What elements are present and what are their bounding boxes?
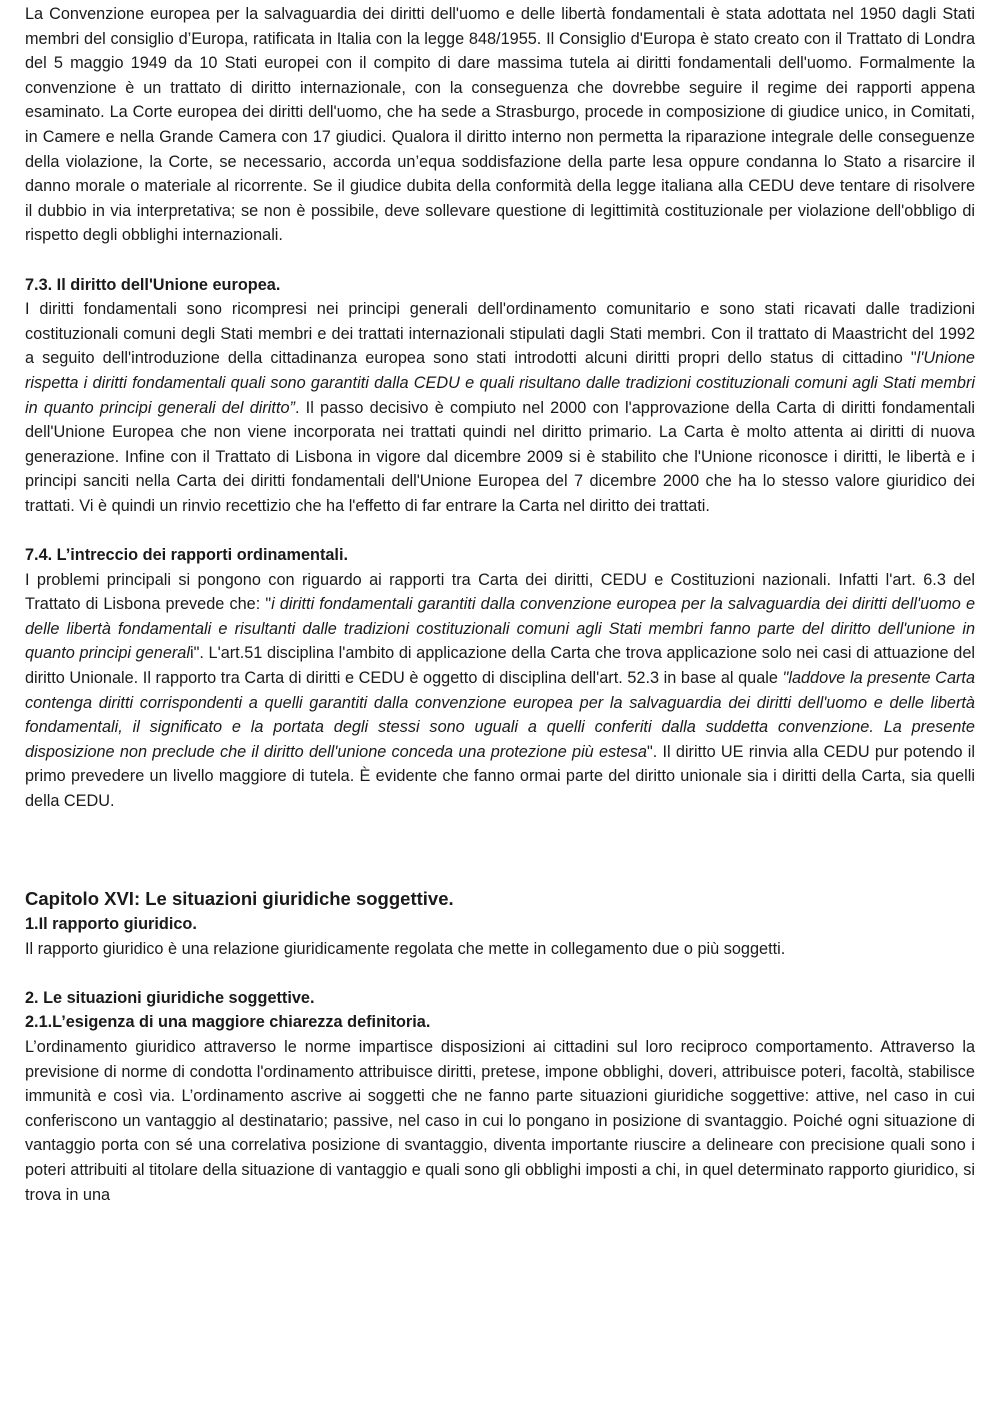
- text-run: I diritti fondamentali sono ricompresi nei principi generali dell'ordinamento comunitario e sono stati ricavati dalle tradizioni costituzionali comuni degli Stati membri e dei trattati internazionali stipulati dagli Stati membri. Con il trattato di Maastricht del 1992 a seguito dell'introduzione della cittadinanza europea sono stati introdotti alcuni diritti propri dello status di cittadino ": [25, 300, 975, 368]
- quote-text: "laddove la presente Carta contenga diritti corrispondenti a quelli garantiti dalla convenzione europea per la salvaguardia dei diritti dell'uomo e delle libertà fondamentali, il significato e la portata degli stessi sono uguali a quelli conferiti dalla suddetta convenzione. La presente disposizione non preclude che il diritto dell'unione conceda una protezione più estesa: [25, 669, 975, 761]
- quote-text: l'Unione rispetta i diritti fondamentali quali sono garantiti dalla CEDU e quali risultano dalle tradizioni costituzionali comuni agli Stati membri in quanto principi generali del diritto”: [25, 349, 975, 417]
- text-run: i". L'art.51 disciplina l'ambito di applicazione della Carta che trova applicazione solo nei casi di attuazione del diritto Unionale. Il rapporto tra Carta di diritti e CEDU è oggetto di disciplina dell'art. 52.3 in base al quale: [25, 644, 975, 688]
- spacer: [25, 518, 975, 543]
- spacer: [25, 248, 975, 273]
- text-run: . Il passo decisivo è compiuto nel 2000 con l'approvazione della Carta di diritti fondamentali dell'Unione Europea che non viene incorporata nei trattati quindi nel diritto primario. La Carta è molto attenta ai diritti di nuova generazione. Infine con il Trattato di Lisbona in vigore dal dicembre 2009 si è stabilito che l'Unione riconosce i diritti, le libertà e i principi sanciti nella Carta dei diritti fondamentali dell'Unione Europea del 7 dicembre 2000 che ha lo stesso valore giuridico dei trattati. Vi è quindi un rinvio recettizio che ha l'effetto di far entrare la Carta nel diritto dei trattati.: [25, 398, 975, 515]
- section-2-1-heading: 2.1.L’esigenza di una maggiore chiarezza definitoria.: [25, 1013, 431, 1032]
- chapter-title: Capitolo XVI: Le situazioni giuridiche soggettive.: [25, 888, 454, 910]
- text-run: I problemi principali si pongono con riguardo ai rapporti tra Carta dei diritti, CEDU e Costituzioni nazionali. Infatti l'art. 6.3 del Trattato di Lisbona prevede che: ": [25, 570, 975, 614]
- section-1-paragraph: Il rapporto giuridico è una relazione giuridicamente regolata che mette in collegamento due o più soggetti.: [25, 939, 786, 958]
- intro-paragraph: La Convenzione europea per la salvaguardia dei diritti dell'uomo e delle libertà fondamentali è stata adottata nel 1950 dagli Stati membri del consiglio d’Europa, ratificata in Italia con la legge 848/1955. Il Consiglio d'Europa è stato creato con il Trattato di Londra del 5 maggio 1949 da 10 Stati europei con il compito di dare massima tutela ai diritti fondamentali dell'uomo. Formalmente la convenzione è un trattato di diritto internazionale, con la conseguenza che dovrebbe seguire il regime dei rapporti appena esaminato. La Corte europea dei diritti dell'uomo, che ha sede a Strasburgo, procede in composizione di giudice unico, in Comitati, in Camere e nella Grande Camera con 17 giudici. Qualora il diritto interno non permetta la riparazione integrale delle conseguenze della violazione, la Corte, se necessario, accorda un’equa soddisfazione della parte lesa oppure condanna lo Stato a risarcire il danno morale o materiale al ricorrente. Se il giudice dubita della conformità della legge italiana alla CEDU deve tentare di risolvere il dubbio in via interpretativa; se non è possibile, deve sollevare questione di legittimità costituzionale per violazione dell'obbligo di rispetto degli obblighi internazionali.: [25, 5, 975, 245]
- spacer: [25, 961, 975, 986]
- spacer: [25, 814, 975, 888]
- section-7-3-paragraph: [25, 297, 975, 518]
- section-2-heading: 2. Le situazioni giuridiche soggettive.: [25, 988, 315, 1007]
- quote-text: i diritti fondamentali garantiti dalla convenzione europea per la salvaguardia dei diritti dell'uomo e delle libertà fondamentali e risultanti dalle tradizioni costituzionali comuni agli Stati membri fanno parte del diritto dell'unione in quanto principi general: [25, 595, 975, 663]
- section-7-4-paragraph: [25, 568, 975, 814]
- section-1-heading: 1.Il rapporto giuridico.: [25, 914, 197, 933]
- section-2-1-paragraph: L’ordinamento giuridico attraverso le norme impartisce disposizioni ai cittadini sul loro reciproco comportamento. Attraverso la previsione di norme di condotta l'ordinamento attribuisce diritti, pretese, impone obblighi, doveri, attribuisce poteri, facoltà, stabilisce immunità e così via. L’ordinamento ascrive ai soggetti che ne fanno parte situazioni giuridiche soggettive: attive, nel caso in cui conferiscono un vantaggio al destinatario; passive, nel caso in cui lo pongano in posizione di svantaggio. Poiché ogni situazione di vantaggio porta con sé una correlativa posizione di svantaggio, diventa importante riuscire a delineare con precisione quali sono i poteri attribuiti al titolare della situazione di vantaggio e quali sono gli obblighi imposti a chi, in quel determinato rapporto giuridico, si trova in una: [25, 1037, 975, 1204]
- section-7-4-heading: 7.4. L’intreccio dei rapporti ordinamentali.: [25, 546, 348, 565]
- section-7-3-heading: 7.3. Il diritto dell'Unione europea.: [25, 275, 281, 294]
- text-run: ". Il diritto UE rinvia alla CEDU pur potendo il primo prevedere un livello maggiore di tutela. È evidente che fanno ormai parte del diritto unionale sia i diritti della Carta, sia quelli della CEDU.: [25, 742, 975, 810]
